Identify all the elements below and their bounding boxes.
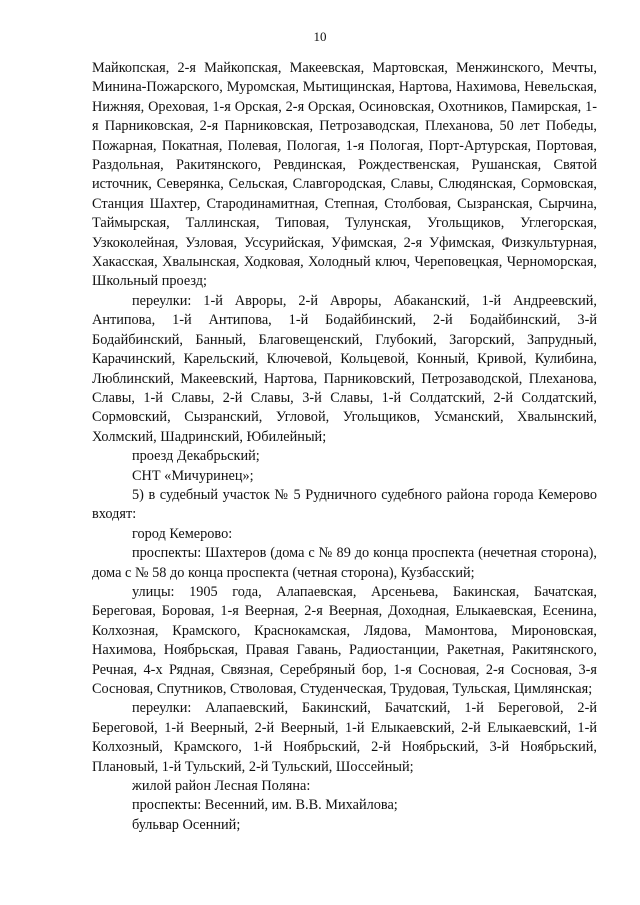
paragraph-city: город Кемерово: xyxy=(132,525,233,542)
paragraph-boulevard: бульвар Осенний; xyxy=(132,816,241,833)
paragraph-section-5: 5) в судебный участок № 5 Рудничного судебного района города Кемерово входят: xyxy=(92,486,597,523)
paragraph-snt: СНТ «Мичуринец»; xyxy=(132,467,254,484)
paragraph-streets-section-5: улицы: 1905 года, Алапаевская, Арсеньева, Бакинская, Бачатская, Береговая, Боровая, 1-я Веерная, 2-я Веерная, Доходная, Елыкаевская, Есенина, Колхозная, Крамского, Краснокамская, Лядова, Мамонтова, Мироновская, Нахимова, Ноябрьская, Правая Гавань, Радиостанции, Ракетная, Ракитянского, Речная, 4-х Рядная, Связная, Серебряный бор, 1-я Сосновая, 2-я Сосновая, 3-я Сосновая, Спутников, Стволовая, Студенческая, Трудовая, Тульская, Цимлянская; xyxy=(92,583,597,697)
page-number: 10 xyxy=(313,29,327,44)
paragraph-lanes-section-5: переулки: Алапаевский, Бакинский, Бачатский, 1-й Береговой, 2-й Береговой, 1-й Веерный, 2-й Веерный, 1-й Елыкаевский, 2-й Елыкаевский, 1-й Колхозный, Крамского, 1-й Ноябрьский, 2-й Ноябрьский, 3-й Ноябрьский, Плановый, 1-й Тульский, 2-й Тульский, Шоссейный; xyxy=(92,700,597,775)
paragraph-residential-district: жилой район Лесная Поляна: xyxy=(132,778,311,795)
paragraph-avenues: проспекты: Шахтеров (дома с № 89 до конца проспекта (нечетная сторона), дома с № 58 до конца проспекта (четная сторона), Кузбасский; xyxy=(92,545,597,581)
paragraph-passage: проезд Декабрьский; xyxy=(132,448,260,465)
paragraph-streets-continued: Майкопская, 2-я Майкопская, Макеевская, Мартовская, Менжинского, Мечты, Минина-Пожарского, Муромская, Мытищинская, Нартова, Нахимова, Невельская, Нижняя, Ореховая, 1-я Орская, 2-я Орская, Осиновская, Охотников, Памирская, 1-я Парниковская, 2-я Парниковская, Петрозаводская, Плеханова, 50 лет Победы, Пожарная, Покатная, Полевая, Пологая, 1-я Пологая, Порт-Артурская, Портовая, Раздольная, Ракитянского, Ревдинская, Рождественская, Рушанская, Святой источник, Северянка, Сельская, Славгородская, Славы, Слюдянская, Сормовская, Станция Шахтер, Стародинамитная, Степная, Столбовая, Сызранская, Сырчина, Таймырская, Таллинская, Типовая, Тулунская, Угольщиков, Углегорская, Узкоколейная, Узловая, Уссурийская, Уфимская, 2-я Уфимская, Физкультурная, Хакасская, Хвалынская, Ходковая, Холодный ключ, Череповецкая, Черноморская, Школьный проезд; xyxy=(92,60,597,290)
paragraph-avenues-lesnaya-polyana: проспекты: Весенний, им. В.В. Михайлова; xyxy=(132,797,398,814)
paragraph-lanes: переулки: 1-й Авроры, 2-й Авроры, Абаканский, 1-й Андреевский, Антипова, 1-й Антипова, 1-й Бодайбинский, 2-й Бодайбинский, 3-й Бодайбинский, Банный, Благовещенский, Глубокий, Загорский, Запрудный, Карачинский, Карельский, Ключевой, Кольцевой, Конный, Кривой, Кулибина, Люблинский, Макеевский, Нартова, Парниковский, Петрозаводской, Плеханова, Славы, 1-й Славы, 2-й Славы, 3-й Славы, 1-й Солдатский, 2-й Солдатский, Сормовский, Сызранский, Угловой, Угольщиков, Усманский, Хвалынский, Холмский, Шадринский, Юбилейный; xyxy=(92,292,597,445)
document-body xyxy=(92,59,597,835)
